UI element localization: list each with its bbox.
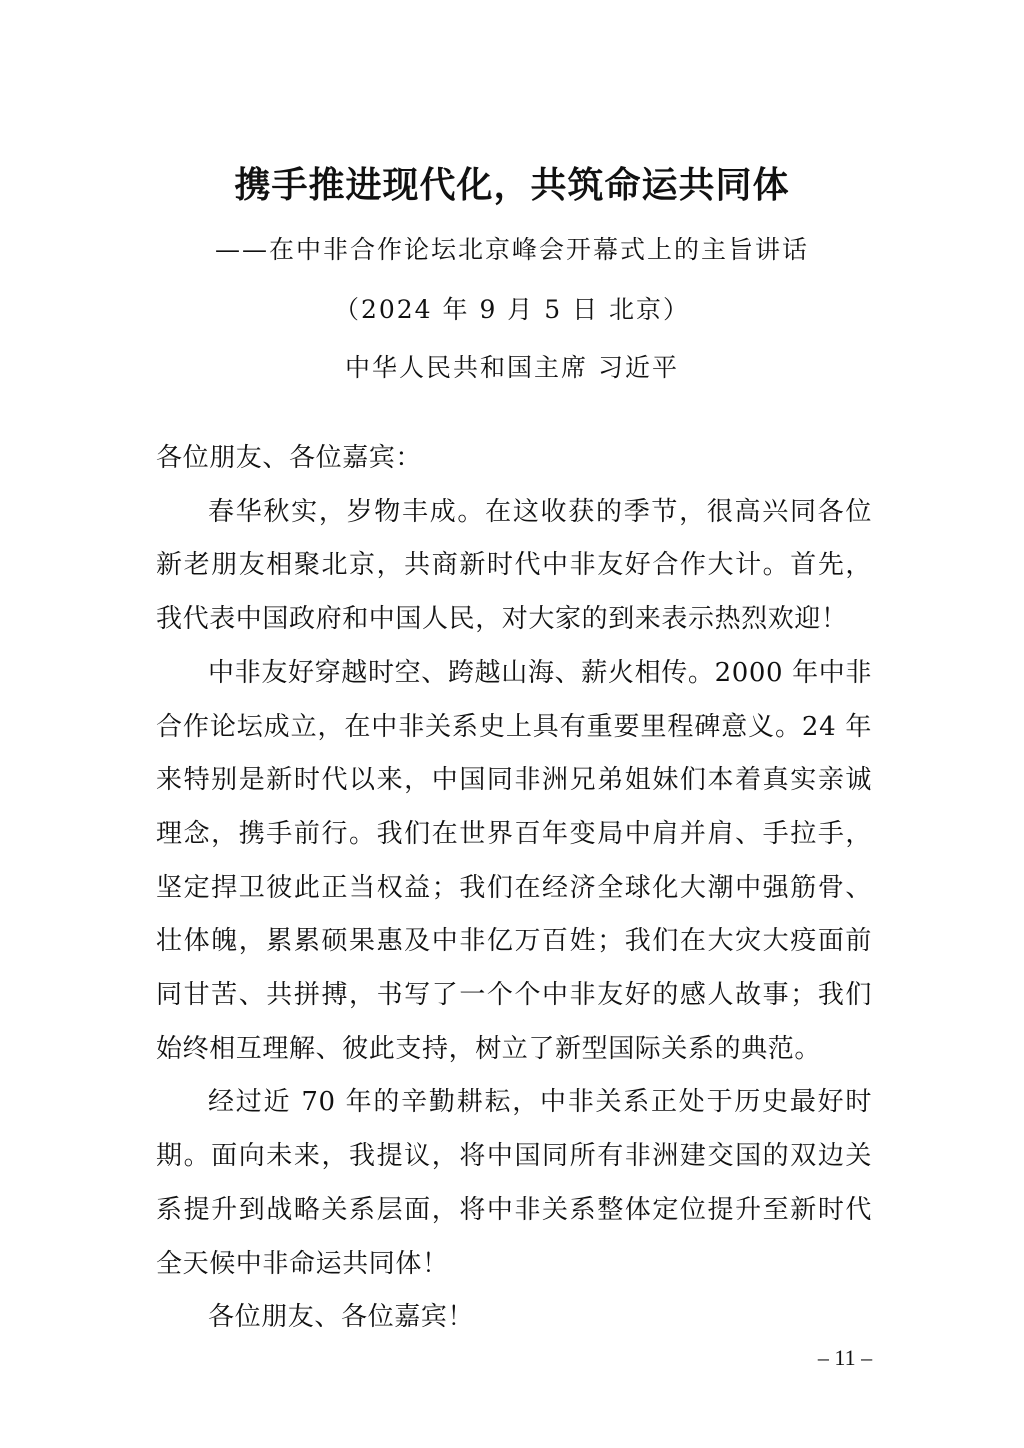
document-title: 携手推进现代化，共筑命运共同体 bbox=[234, 164, 790, 206]
date-location-line: （2024 年 9 月 5 日 北京） bbox=[333, 295, 691, 324]
speech-body bbox=[156, 432, 872, 1345]
document-subtitle: ——在中非合作论坛北京峰会开幕式上的主旨讲话 bbox=[214, 235, 809, 264]
salutation: 各位朋友、各位嘉宾： bbox=[156, 443, 423, 473]
paragraph-1: 春华秋实，岁物丰成。在这收获的季节，很高兴同各位新老朋友相聚北京，共商新时代中非友好合作大计。首先，我代表中国政府和中国人民，对大家的到来表示热烈欢迎！ bbox=[156, 496, 872, 635]
paragraph-2: 中非友好穿越时空、跨越山海、薪火相传。2000 年中非合作论坛成立，在中非关系史上具有重要里程碑意义。24 年来特别是新时代以来，中国同非洲兄弟姐妹们本着真实亲诚理念，携手前行。我们在世界百年变局中肩并肩、手拉手，坚定捍卫彼此正当权益；我们在经济全球化大潮中强筋骨、壮体魄，累累硕果惠及中非亿万百姓；我们在大灾大疫面前同甘苦、共拼搏，书写了一个个中非友好的感人故事；我们始终相互理解、彼此支持，树立了新型国际关系的典范。 bbox=[156, 657, 872, 1064]
paragraph-3: 经过近 70 年的辛勤耕耘，中非关系正处于历史最好时期。面向未来，我提议，将中国同所有非洲建交国的双边关系提升到战略关系层面，将中非关系整体定位提升至新时代全天候中非命运共同体！ bbox=[156, 1087, 872, 1279]
speaker-line: 中华人民共和国主席 习近平 bbox=[345, 353, 679, 382]
page-number: – 11 – bbox=[817, 1345, 873, 1370]
paragraph-4: 各位朋友、各位嘉宾！ bbox=[208, 1302, 475, 1333]
